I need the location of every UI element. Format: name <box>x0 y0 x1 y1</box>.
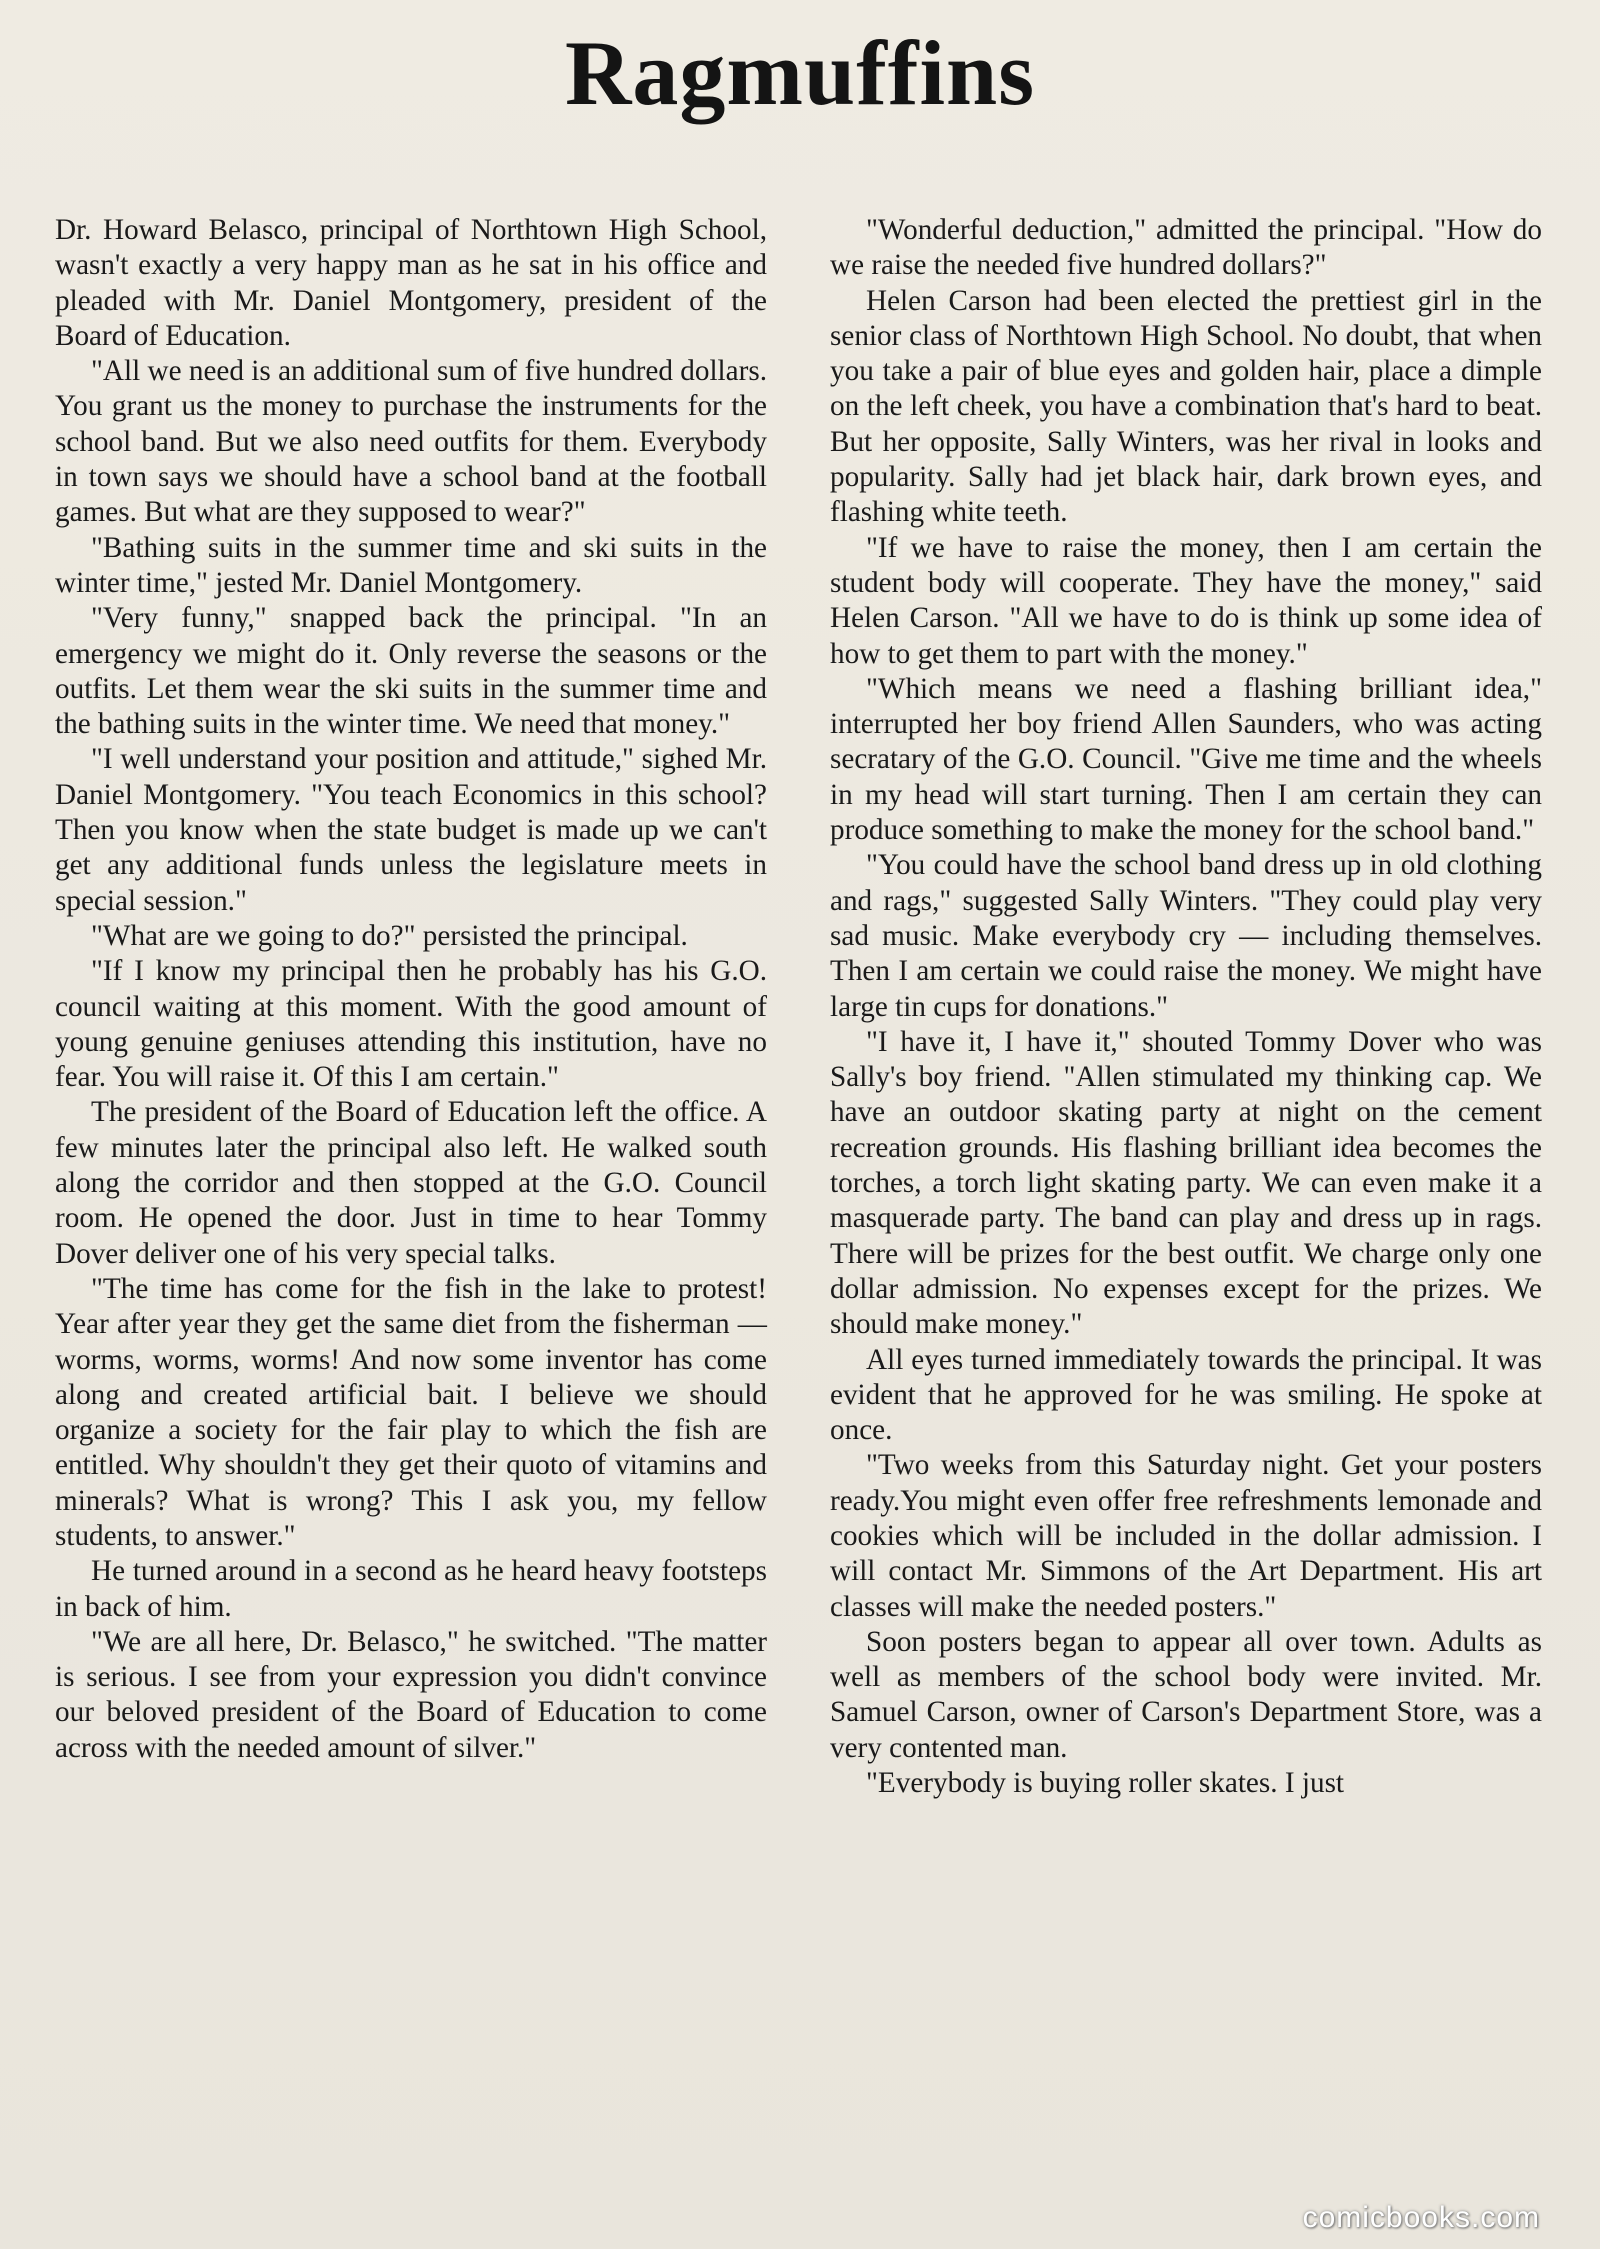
paragraph: All eyes turned immediately towards the principal. It was evident that he approved for he was smiling. He spoke at once. <box>830 1343 1542 1447</box>
paragraph: "Wonderful deduction," admitted the principal. "How do we raise the needed five hundred dollars?" <box>830 214 1542 282</box>
paragraph: "Two weeks from this Saturday night. Get your posters ready.You might even offer free refreshments lemonade and cookies which will be included in the dollar admission. I will contact Mr. Simmons of the Art Department. His art classes will make the needed posters." <box>830 1449 1542 1623</box>
right-column <box>830 213 1542 1801</box>
paragraph: The president of the Board of Education left the office. A few minutes later the principal also left. He walked south along the corridor and then stopped at the G.O. Council room. He opened the door. Just in time to hear Tommy Dover deliver one of his very special talks. <box>55 1096 767 1270</box>
paragraph: "If I know my principal then he probably has his G.O. council waiting at this moment. With the good amount of young genuine geniuses attending this institution, have no fear. You will raise it. Of this I am certain." <box>55 955 767 1094</box>
paragraph: "I have it, I have it," shouted Tommy Dover who was Sally's boy friend. "Allen stimulated my thinking cap. We have an outdoor skating party at night on the cement recreation grounds. His flashing brilliant idea becomes the torches, a torch light skating party. We can even make it a masquerade party. The band can play and dress up in rags. There will be prizes for the best outfit. We charge only one dollar admission. No expenses except for the prizes. We should make money." <box>830 1025 1542 1341</box>
paragraph: "What are we going to do?" persisted the principal. <box>91 919 688 952</box>
watermark: comicbooks.com <box>1302 2201 1540 2234</box>
paragraph: Helen Carson had been elected the prettiest girl in the senior class of Northtown High School. No doubt, that when you take a pair of blue eyes and golden hair, place a dimple on the left cheek, you have a combination that's hard to beat. But her opposite, Sally Winters, was her rival in looks and popularity. Sally had jet black hair, dark brown eyes, and flashing white teeth. <box>830 284 1542 529</box>
paragraph: "All we need is an additional sum of five hundred dollars. You grant us the money to purchase the instruments for the school band. But we also need outfits for them. Everybody in town says we should have a school band at the football games. But what are they supposed to wear?" <box>55 355 767 529</box>
paragraph: "Which means we need a flashing brilliant idea," interrupted her boy friend Allen Saunders, who was acting secratary of the G.O. Council. "Give me time and the wheels in my head will start turning. Then I am certain they can produce something to make the money for the school band." <box>830 672 1542 847</box>
paragraph: "I well understand your position and attitude," sighed Mr. Daniel Montgomery. "You teach Economics in this school? Then you know when the state budget is made up we can't get any additional funds unless the legislature meets in special session." <box>55 743 767 917</box>
paragraph: "If we have to raise the money, then I am certain the student body will cooperate. They have the money," said Helen Carson. "All we have to do is think up some idea of how to get them to part with the money." <box>830 531 1542 670</box>
paragraph: "You could have the school band dress up in old clothing and rags," suggested Sally Winters. "They could play very sad music. Make everybody cry — including themselves. Then I am certain we could raise the money. We might have large tin cups for donations." <box>830 849 1542 1023</box>
page-title: Ragmuffins <box>564 22 1036 124</box>
paragraph: "Very funny," snapped back the principal. "In an emergency we might do it. Only reverse the seasons or the outfits. Let them wear the ski suits in the summer time and the bathing suits in the winter time. We need that money." <box>55 602 767 741</box>
paragraph: He turned around in a second as he heard heavy footsteps in back of him. <box>55 1555 767 1623</box>
paragraph: "Bathing suits in the summer time and ski suits in the winter time," jested Mr. Daniel Montgomery. <box>55 531 767 599</box>
paragraph: Soon posters began to appear all over town. Adults as well as members of the school body were invited. Mr. Samuel Carson, owner of Carson's Department Store, was a very contented man. <box>830 1625 1542 1764</box>
paragraph: "We are all here, Dr. Belasco," he switched. "The matter is serious. I see from your expression you didn't convince our beloved president of the Board of Education to come across with the needed amount of silver." <box>55 1625 767 1764</box>
paragraph: "Everybody is buying roller skates. I just <box>866 1767 1345 1800</box>
paragraph: Dr. Howard Belasco, principal of Northtown High School, wasn't exactly a very happy man as he sat in his office and pleaded with Mr. Daniel Montgomery, president of the Board of Education. <box>55 214 767 352</box>
left-column <box>55 213 767 1766</box>
paragraph: "The time has come for the fish in the lake to protest! Year after year they get the same diet from the fisherman — worms, worms, worms! And now some inventor has come along and created artificial bait. I believe we should organize a society for the fair play to which the fish are entitled. Why shouldn't they get their quoto of vitamins and minerals? What is wrong? This I ask you, my fellow students, to answer." <box>55 1272 767 1552</box>
